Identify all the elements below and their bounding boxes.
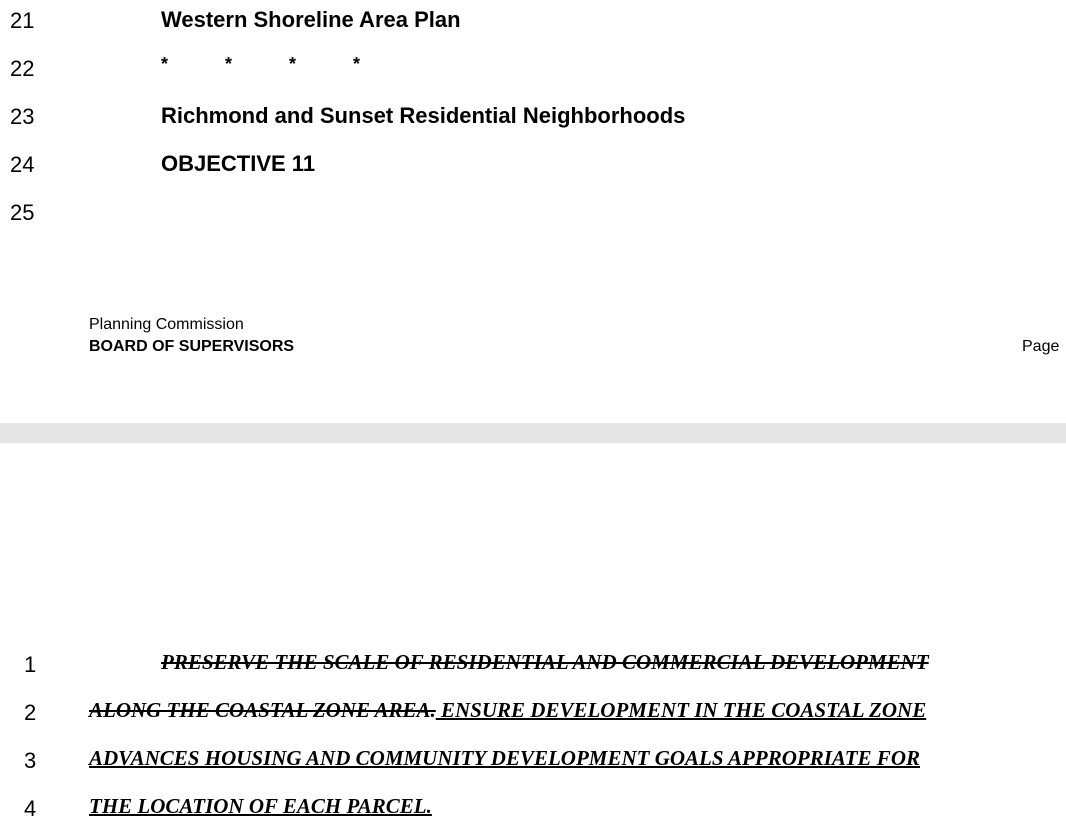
omission-separator: * * * * (161, 54, 361, 74)
plan-heading: Western Shoreline Area Plan (161, 7, 461, 32)
deleted-text: ALONG THE COASTAL ZONE AREA. (89, 698, 436, 722)
line-number: 22 (10, 56, 35, 81)
text-line (89, 698, 926, 722)
footer-page-label: Page (1022, 338, 1060, 355)
neighborhoods-heading: Richmond and Sunset Residential Neighborhoods (161, 103, 686, 128)
line-number: 3 (24, 748, 37, 773)
footer-commission: Planning Commission (89, 316, 244, 333)
page-separator (0, 423, 1066, 443)
deleted-text: PRESERVE THE SCALE OF RESIDENTIAL AND COMMERCIAL DEVELOPMENT (161, 650, 929, 674)
footer-board: BOARD OF SUPERVISORS (89, 338, 295, 355)
line-number: 23 (10, 104, 35, 129)
line-number: 1 (24, 652, 37, 677)
objective-heading: OBJECTIVE 11 (161, 151, 316, 176)
added-text: ADVANCES HOUSING AND COMMUNITY DEVELOPMENT GOALS APPROPRIATE FOR (89, 746, 920, 770)
line-number: 4 (24, 796, 37, 821)
document-page-bottom (0, 443, 1066, 832)
line-number: 21 (10, 8, 35, 33)
added-text: ENSURE DEVELOPMENT IN THE COASTAL ZONE (435, 698, 927, 722)
added-text: THE LOCATION OF EACH PARCEL. (89, 794, 432, 818)
line-number: 24 (10, 152, 35, 177)
line-number: 2 (24, 700, 37, 725)
line-number: 25 (10, 200, 35, 225)
